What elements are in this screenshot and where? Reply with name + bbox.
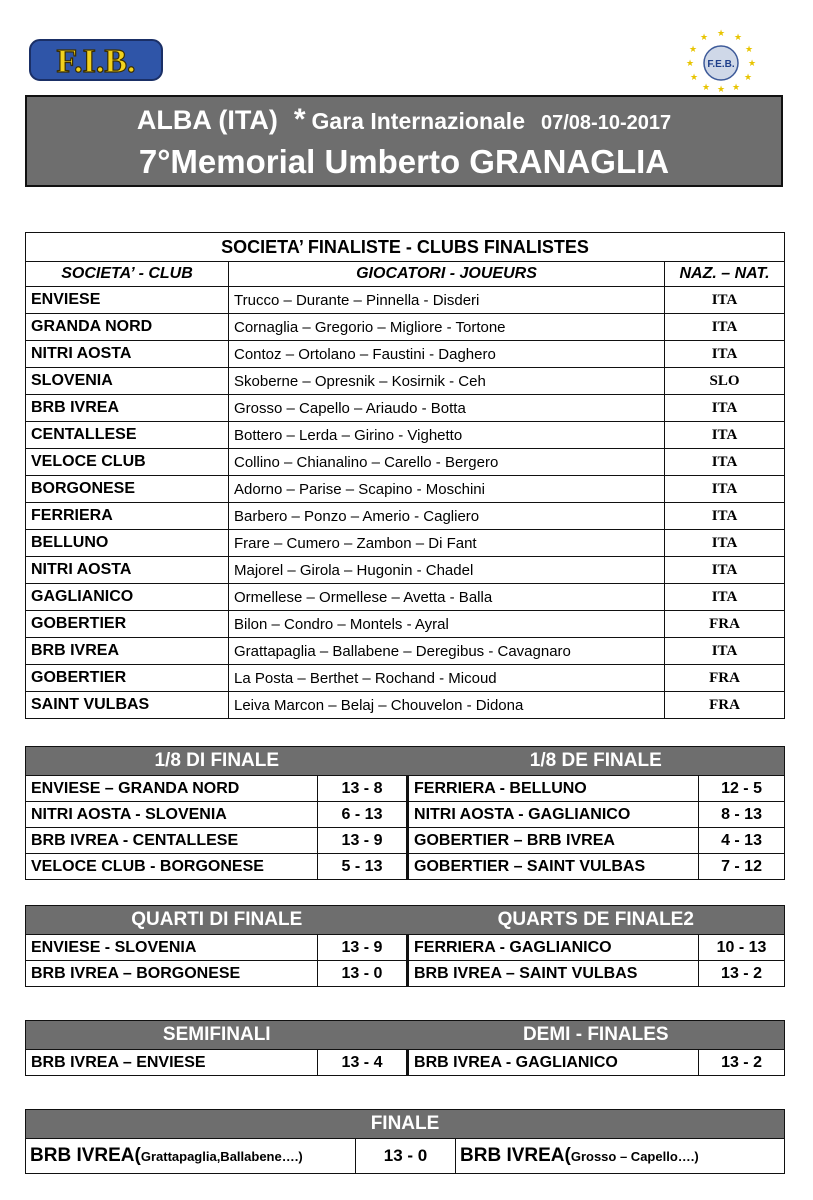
club-nationality: ITA [665, 584, 785, 611]
club-name: GAGLIANICO [26, 584, 229, 611]
score-left: 5 - 13 [318, 854, 408, 880]
svg-text:★: ★ [744, 45, 754, 55]
match-left: BRB IVREA – ENVIESE [26, 1050, 318, 1076]
club-nationality: FRA [665, 611, 785, 638]
clubs-table-header [26, 262, 785, 287]
round-of-16-table [25, 746, 785, 880]
club-nationality: ITA [665, 503, 785, 530]
club-row [26, 395, 785, 422]
match-right: FERRIERA - GAGLIANICO [408, 935, 699, 961]
clubs-table-title: SOCIETA’ FINALISTE - CLUBS FINALISTES [26, 233, 785, 262]
club-name: NITRI AOSTA [26, 341, 229, 368]
club-players: Cornaglia – Gregorio – Migliore - Tortone [229, 314, 665, 341]
club-players: La Posta – Berthet – Rochand - Micoud [229, 665, 665, 692]
final-score: 13 - 0 [356, 1139, 456, 1174]
club-nationality: ITA [665, 638, 785, 665]
match-left: VELOCE CLUB - BORGONESE [26, 854, 318, 880]
match-row [26, 828, 785, 854]
score-right: 7 - 12 [699, 854, 785, 880]
club-nationality: FRA [665, 692, 785, 719]
club-name: SAINT VULBAS [26, 692, 229, 719]
club-name: GOBERTIER [26, 611, 229, 638]
final-team-1 [26, 1139, 356, 1174]
round-of-16-title-fr: 1/8 DE FINALE [408, 747, 785, 776]
round-of-16-title-it: 1/8 DI FINALE [26, 747, 408, 776]
final-table [25, 1109, 785, 1174]
final-team-2-name: BRB IVREA( [460, 1145, 571, 1166]
svg-text:★: ★ [716, 29, 726, 39]
club-row [26, 314, 785, 341]
club-players: Leiva Marcon – Belaj – Chouvelon - Didona [229, 692, 665, 719]
score-right: 8 - 13 [699, 802, 785, 828]
column-header-players: GIOCATORI - JOUEURS [229, 262, 665, 287]
club-name: BELLUNO [26, 530, 229, 557]
club-players: Skoberne – Opresnik – Kosirnik - Ceh [229, 368, 665, 395]
quarter-finals-title-it: QUARTI DI FINALE [26, 906, 408, 935]
match-left: NITRI AOSTA - SLOVENIA [26, 802, 318, 828]
title-banner [25, 95, 783, 187]
svg-text:★: ★ [743, 73, 753, 83]
club-name: VELOCE CLUB [26, 449, 229, 476]
club-row [26, 503, 785, 530]
club-nationality: ITA [665, 530, 785, 557]
club-nationality: ITA [665, 422, 785, 449]
club-row [26, 692, 785, 719]
svg-text:★: ★ [716, 85, 726, 92]
club-players: Majorel – Girola – Hugonin - Chadel [229, 557, 665, 584]
score-left: 13 - 4 [318, 1050, 408, 1076]
club-players: Frare – Cumero – Zambon – Di Fant [229, 530, 665, 557]
club-name: BRB IVREA [26, 638, 229, 665]
club-row [26, 665, 785, 692]
feb-logo [686, 28, 756, 92]
club-players: Grattapaglia – Ballabene – Deregibus - Cavagnaro [229, 638, 665, 665]
match-right: BRB IVREA - GAGLIANICO [408, 1050, 699, 1076]
svg-text:★: ★ [688, 45, 698, 55]
quarter-finals-title-fr: QUARTS DE FINALE2 [408, 906, 785, 935]
semi-finals-title-it: SEMIFINALI [26, 1021, 408, 1050]
club-row [26, 530, 785, 557]
quarter-finals-table [25, 905, 785, 987]
fib-logo-text: F.I.B. [56, 43, 136, 80]
match-right: GOBERTIER – SAINT VULBAS [408, 854, 699, 880]
match-right: NITRI AOSTA - GAGLIANICO [408, 802, 699, 828]
club-name: CENTALLESE [26, 422, 229, 449]
svg-text:★: ★ [701, 83, 711, 92]
final-team-1-name: BRB IVREA( [30, 1145, 141, 1166]
club-players: Collino – Chianalino – Carello - Bergero [229, 449, 665, 476]
club-name: GRANDA NORD [26, 314, 229, 341]
semi-finals-title-fr: DEMI - FINALES [408, 1021, 785, 1050]
club-name: BORGONESE [26, 476, 229, 503]
match-left: ENVIESE - SLOVENIA [26, 935, 318, 961]
match-row [26, 1050, 785, 1076]
match-left: BRB IVREA - CENTALLESE [26, 828, 318, 854]
club-name: ENVIESE [26, 287, 229, 314]
club-name: NITRI AOSTA [26, 557, 229, 584]
score-left: 13 - 0 [318, 961, 408, 987]
club-row [26, 287, 785, 314]
match-left: ENVIESE – GRANDA NORD [26, 776, 318, 802]
column-header-nationality: NAZ. – NAT. [665, 262, 785, 287]
club-nationality: ITA [665, 341, 785, 368]
match-row [26, 854, 785, 880]
match-row [26, 935, 785, 961]
club-nationality: ITA [665, 476, 785, 503]
svg-text:★: ★ [686, 59, 695, 69]
match-row [26, 776, 785, 802]
match-row [26, 961, 785, 987]
club-row [26, 422, 785, 449]
club-nationality: SLO [665, 368, 785, 395]
event-city: ALBA (ITA) [136, 105, 278, 135]
club-players: Bilon – Condro – Montels - Ayral [229, 611, 665, 638]
club-nationality: ITA [665, 557, 785, 584]
club-name: FERRIERA [26, 503, 229, 530]
score-right: 13 - 2 [699, 961, 785, 987]
score-left: 6 - 13 [318, 802, 408, 828]
club-row [26, 449, 785, 476]
svg-text:★: ★ [699, 33, 709, 43]
score-right: 13 - 2 [699, 1050, 785, 1076]
match-right: FERRIERA - BELLUNO [408, 776, 699, 802]
club-nationality: ITA [665, 314, 785, 341]
club-row [26, 341, 785, 368]
score-right: 4 - 13 [699, 828, 785, 854]
event-type: Gara Internazionale [311, 108, 525, 134]
title-star: * [293, 103, 306, 136]
match-row [26, 802, 785, 828]
club-players: Ormellese – Ormellese – Avetta - Balla [229, 584, 665, 611]
club-row [26, 557, 785, 584]
club-name: SLOVENIA [26, 368, 229, 395]
semi-finals-table [25, 1020, 785, 1076]
club-players: Grosso – Capello – Ariaudo - Botta [229, 395, 665, 422]
score-right: 10 - 13 [699, 935, 785, 961]
score-left: 13 - 9 [318, 828, 408, 854]
final-team-2 [456, 1139, 785, 1174]
match-right: GOBERTIER – BRB IVREA [408, 828, 699, 854]
club-name: GOBERTIER [26, 665, 229, 692]
club-row [26, 638, 785, 665]
title-line [27, 103, 781, 137]
match-right: BRB IVREA – SAINT VULBAS [408, 961, 699, 987]
club-players: Adorno – Parise – Scapino - Moschini [229, 476, 665, 503]
feb-logo-text: F.E.B. [707, 59, 735, 70]
club-row [26, 368, 785, 395]
club-players: Barbero – Ponzo – Amerio - Cagliero [229, 503, 665, 530]
club-players: Trucco – Durante – Pinnella - Disderi [229, 287, 665, 314]
club-row [26, 476, 785, 503]
club-players: Bottero – Lerda – Girino - Vighetto [229, 422, 665, 449]
club-nationality: ITA [665, 395, 785, 422]
event-subtitle: 7°Memorial Umberto GRANAGLIA [138, 143, 670, 180]
finalist-clubs-table [25, 232, 785, 719]
club-players: Contoz – Ortolano – Faustini - Daghero [229, 341, 665, 368]
svg-text:★: ★ [747, 59, 756, 69]
club-nationality: ITA [665, 287, 785, 314]
final-title: FINALE [26, 1110, 785, 1139]
club-name: BRB IVREA [26, 395, 229, 422]
club-row [26, 611, 785, 638]
svg-text:★: ★ [689, 73, 699, 83]
score-right: 12 - 5 [699, 776, 785, 802]
final-team-1-players: Grattapaglia,Ballabene….) [140, 1149, 303, 1164]
final-match-row [26, 1139, 785, 1174]
club-nationality: ITA [665, 449, 785, 476]
club-nationality: FRA [665, 665, 785, 692]
event-dates: 07/08-10-2017 [541, 112, 672, 134]
svg-text:★: ★ [731, 83, 741, 92]
match-left: BRB IVREA – BORGONESE [26, 961, 318, 987]
score-left: 13 - 9 [318, 935, 408, 961]
column-header-club: SOCIETA’ - CLUB [26, 262, 229, 287]
svg-text:★: ★ [733, 33, 743, 43]
final-team-2-players: Grosso – Capello….) [570, 1149, 699, 1164]
club-row [26, 584, 785, 611]
fib-logo [28, 36, 164, 86]
score-left: 13 - 8 [318, 776, 408, 802]
